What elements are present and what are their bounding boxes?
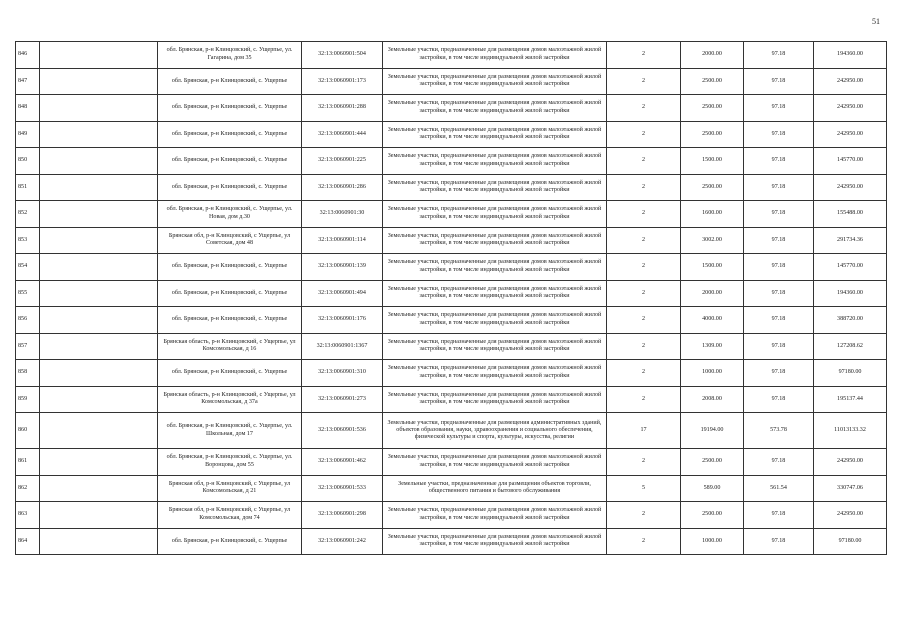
rate-cell: 97.18 xyxy=(744,201,814,228)
rate-cell: 561.54 xyxy=(744,475,814,502)
area-cell: 2500.00 xyxy=(681,95,744,122)
area-cell: 2500.00 xyxy=(681,174,744,201)
blank-cell xyxy=(40,307,158,334)
rate-cell: 97.18 xyxy=(744,95,814,122)
blank-cell xyxy=(40,280,158,307)
use-group-code-cell: 2 xyxy=(607,386,681,413)
rate-cell: 97.18 xyxy=(744,227,814,254)
cadastral-number-cell: 32:13:0060901:533 xyxy=(302,475,383,502)
rate-cell: 97.18 xyxy=(744,449,814,476)
blank-cell xyxy=(40,254,158,281)
area-cell: 2500.00 xyxy=(681,68,744,95)
rate-cell: 97.18 xyxy=(744,502,814,529)
cadastral-value-cell: 330747.06 xyxy=(814,475,887,502)
area-cell: 2500.00 xyxy=(681,449,744,476)
cadastral-value-cell: 388720.00 xyxy=(814,307,887,334)
table-row xyxy=(16,413,887,449)
land-use-cell: Земельные участки, предназначенные для размещения домов малоэтажной жилой застройки, в том числе индивидуальной жилой застройки xyxy=(383,502,607,529)
row-number-cell: 856 xyxy=(16,307,40,334)
cadastral-value-cell: 194360.00 xyxy=(814,42,887,69)
cadastral-value-cell: 242950.00 xyxy=(814,449,887,476)
table-row xyxy=(16,449,887,476)
land-registry-table xyxy=(15,41,887,555)
rate-cell: 97.18 xyxy=(744,528,814,555)
land-use-cell: Земельные участки, предназначенные для размещения домов малоэтажной жилой застройки, в том числе индивидуальной жилой застройки xyxy=(383,254,607,281)
use-group-code-cell: 2 xyxy=(607,502,681,529)
area-cell: 2500.00 xyxy=(681,502,744,529)
cadastral-number-cell: 32:13:0060901:298 xyxy=(302,502,383,529)
cadastral-number-cell: 32:13:0060901:139 xyxy=(302,254,383,281)
rate-cell: 97.18 xyxy=(744,386,814,413)
blank-cell xyxy=(40,201,158,228)
rate-cell: 573.78 xyxy=(744,413,814,449)
table-row xyxy=(16,475,887,502)
cadastral-number-cell: 32:13:0060901:288 xyxy=(302,95,383,122)
blank-cell xyxy=(40,121,158,148)
area-cell: 589.00 xyxy=(681,475,744,502)
use-group-code-cell: 2 xyxy=(607,148,681,175)
rate-cell: 97.18 xyxy=(744,68,814,95)
address-cell: обл. Брянская, р-н Клинцовский, с. Ущерпье xyxy=(158,148,302,175)
area-cell: 2500.00 xyxy=(681,121,744,148)
land-use-cell: Земельные участки, предназначенные для размещения домов малоэтажной жилой застройки, в том числе индивидуальной жилой застройки xyxy=(383,449,607,476)
rate-cell: 97.18 xyxy=(744,254,814,281)
page-number: 51 xyxy=(872,17,880,26)
land-use-cell: Земельные участки, предназначенные для размещения административных зданий, объектов образования, науки, здравоохранения и социального обеспечения, физической культуры и спорта, культуры, искусства, религии xyxy=(383,413,607,449)
row-number-cell: 846 xyxy=(16,42,40,69)
table-row xyxy=(16,254,887,281)
area-cell: 1000.00 xyxy=(681,528,744,555)
cadastral-number-cell: 32:13:0060901:462 xyxy=(302,449,383,476)
use-group-code-cell: 2 xyxy=(607,254,681,281)
area-cell: 4000.00 xyxy=(681,307,744,334)
area-cell: 19194.00 xyxy=(681,413,744,449)
address-cell: обл. Брянская, р-н Клинцовский, с. Ущерпье, ул. Гагарина, дом 35 xyxy=(158,42,302,69)
use-group-code-cell: 2 xyxy=(607,174,681,201)
land-use-cell: Земельные участки, предназначенные для размещения домов малоэтажной жилой застройки, в том числе индивидуальной жилой застройки xyxy=(383,68,607,95)
address-cell: обл. Брянская, р-н Клинцовский, с. Ущерпье xyxy=(158,254,302,281)
cadastral-value-cell: 242950.00 xyxy=(814,68,887,95)
rate-cell: 97.18 xyxy=(744,174,814,201)
blank-cell xyxy=(40,360,158,387)
rate-cell: 97.18 xyxy=(744,148,814,175)
area-cell: 3002.00 xyxy=(681,227,744,254)
land-use-cell: Земельные участки, предназначенные для размещения домов малоэтажной жилой застройки, в том числе индивидуальной жилой застройки xyxy=(383,201,607,228)
use-group-code-cell: 2 xyxy=(607,307,681,334)
table-row xyxy=(16,42,887,69)
address-cell: обл. Брянская, р-н Клинцовский, с. Ущерпье xyxy=(158,121,302,148)
row-number-cell: 857 xyxy=(16,333,40,360)
table-row xyxy=(16,502,887,529)
area-cell: 2000.00 xyxy=(681,42,744,69)
use-group-code-cell: 2 xyxy=(607,528,681,555)
table-row xyxy=(16,280,887,307)
cadastral-value-cell: 97180.00 xyxy=(814,360,887,387)
address-cell: Брянская обл, р-н Клинцовский, с Ущерпье, ул Советская, дом 48 xyxy=(158,227,302,254)
area-cell: 1500.00 xyxy=(681,254,744,281)
row-number-cell: 850 xyxy=(16,148,40,175)
land-use-cell: Земельные участки, предназначенные для размещения домов малоэтажной жилой застройки, в том числе индивидуальной жилой застройки xyxy=(383,174,607,201)
use-group-code-cell: 17 xyxy=(607,413,681,449)
cadastral-number-cell: 32:13:0060901:114 xyxy=(302,227,383,254)
row-number-cell: 864 xyxy=(16,528,40,555)
area-cell: 2000.00 xyxy=(681,280,744,307)
land-use-cell: Земельные участки, предназначенные для размещения домов малоэтажной жилой застройки, в том числе индивидуальной жилой застройки xyxy=(383,386,607,413)
blank-cell xyxy=(40,475,158,502)
blank-cell xyxy=(40,42,158,69)
use-group-code-cell: 2 xyxy=(607,95,681,122)
use-group-code-cell: 2 xyxy=(607,42,681,69)
blank-cell xyxy=(40,502,158,529)
table-body xyxy=(16,42,887,555)
blank-cell xyxy=(40,68,158,95)
cadastral-value-cell: 155488.00 xyxy=(814,201,887,228)
row-number-cell: 852 xyxy=(16,201,40,228)
table-row xyxy=(16,307,887,334)
cadastral-number-cell: 32:13:0060901:286 xyxy=(302,174,383,201)
row-number-cell: 848 xyxy=(16,95,40,122)
cadastral-value-cell: 242950.00 xyxy=(814,174,887,201)
land-use-cell: Земельные участки, предназначенные для размещения домов малоэтажной жилой застройки, в том числе индивидуальной жилой застройки xyxy=(383,333,607,360)
rate-cell: 97.18 xyxy=(744,360,814,387)
table-row xyxy=(16,174,887,201)
land-use-cell: Земельные участки, предназначенные для размещения домов малоэтажной жилой застройки, в том числе индивидуальной жилой застройки xyxy=(383,121,607,148)
blank-cell xyxy=(40,95,158,122)
address-cell: обл. Брянская, р-н Клинцовский, с. Ущерпье xyxy=(158,307,302,334)
cadastral-value-cell: 242950.00 xyxy=(814,502,887,529)
use-group-code-cell: 2 xyxy=(607,333,681,360)
cadastral-value-cell: 127208.62 xyxy=(814,333,887,360)
rate-cell: 97.18 xyxy=(744,280,814,307)
cadastral-number-cell: 32:13:0060901:242 xyxy=(302,528,383,555)
land-use-cell: Земельные участки, предназначенные для размещения объектов торговли, общественного питания и бытового обслуживания xyxy=(383,475,607,502)
land-use-cell: Земельные участки, предназначенные для размещения домов малоэтажной жилой застройки, в том числе индивидуальной жилой застройки xyxy=(383,227,607,254)
cadastral-number-cell: 32:13:0060901:273 xyxy=(302,386,383,413)
cadastral-number-cell: 32:13:0060901:504 xyxy=(302,42,383,69)
row-number-cell: 861 xyxy=(16,449,40,476)
row-number-cell: 858 xyxy=(16,360,40,387)
rate-cell: 97.18 xyxy=(744,121,814,148)
land-use-cell: Земельные участки, предназначенные для размещения домов малоэтажной жилой застройки, в том числе индивидуальной жилой застройки xyxy=(383,280,607,307)
cadastral-value-cell: 145770.00 xyxy=(814,254,887,281)
cadastral-number-cell: 32:13:0060901:444 xyxy=(302,121,383,148)
row-number-cell: 863 xyxy=(16,502,40,529)
address-cell: обл. Брянская, р-н Клинцовский, с. Ущерпье xyxy=(158,68,302,95)
cadastral-value-cell: 242950.00 xyxy=(814,121,887,148)
address-cell: обл. Брянская, р-н Клинцовский, с. Ущерпье, ул. Воронцова, дом 55 xyxy=(158,449,302,476)
use-group-code-cell: 2 xyxy=(607,201,681,228)
cadastral-value-cell: 195137.44 xyxy=(814,386,887,413)
address-cell: обл. Брянская, р-н Клинцовский, с. Ущерпье xyxy=(158,174,302,201)
use-group-code-cell: 2 xyxy=(607,227,681,254)
blank-cell xyxy=(40,148,158,175)
cadastral-number-cell: 32:13:0060901:30 xyxy=(302,201,383,228)
cadastral-value-cell: 145770.00 xyxy=(814,148,887,175)
table-row xyxy=(16,68,887,95)
cadastral-value-cell: 194360.00 xyxy=(814,280,887,307)
use-group-code-cell: 2 xyxy=(607,449,681,476)
table-row xyxy=(16,201,887,228)
cadastral-value-cell: 291734.36 xyxy=(814,227,887,254)
cadastral-number-cell: 32:13:0060901:310 xyxy=(302,360,383,387)
area-cell: 1600.00 xyxy=(681,201,744,228)
blank-cell xyxy=(40,528,158,555)
address-cell: обл. Брянская, р-н Клинцовский, с. Ущерпье xyxy=(158,360,302,387)
cadastral-value-cell: 242950.00 xyxy=(814,95,887,122)
row-number-cell: 862 xyxy=(16,475,40,502)
rate-cell: 97.18 xyxy=(744,307,814,334)
land-use-cell: Земельные участки, предназначенные для размещения домов малоэтажной жилой застройки, в том числе индивидуальной жилой застройки xyxy=(383,360,607,387)
cadastral-number-cell: 32:13:0060901:1367 xyxy=(302,333,383,360)
land-use-cell: Земельные участки, предназначенные для размещения домов малоэтажной жилой застройки, в том числе индивидуальной жилой застройки xyxy=(383,528,607,555)
area-cell: 2008.00 xyxy=(681,386,744,413)
use-group-code-cell: 2 xyxy=(607,360,681,387)
cadastral-number-cell: 32:13:0060901:173 xyxy=(302,68,383,95)
row-number-cell: 853 xyxy=(16,227,40,254)
address-cell: Брянская область, р-н Клинцовский, с Ущерпье, ул Комсомольская, д 37а xyxy=(158,386,302,413)
table-row xyxy=(16,95,887,122)
blank-cell xyxy=(40,227,158,254)
cadastral-number-cell: 32:13:0060901:494 xyxy=(302,280,383,307)
address-cell: Брянская область, р-н Клинцовский, с Ущерпье, ул Комсомольская, д 16 xyxy=(158,333,302,360)
use-group-code-cell: 5 xyxy=(607,475,681,502)
address-cell: обл. Брянская, р-н Клинцовский, с. Ущерпье, ул. Школьная, дом 17 xyxy=(158,413,302,449)
row-number-cell: 854 xyxy=(16,254,40,281)
cadastral-value-cell: 97180.00 xyxy=(814,528,887,555)
use-group-code-cell: 2 xyxy=(607,280,681,307)
cadastral-number-cell: 32:13:0060901:225 xyxy=(302,148,383,175)
table-row xyxy=(16,528,887,555)
land-use-cell: Земельные участки, предназначенные для размещения домов малоэтажной жилой застройки, в том числе индивидуальной жилой застройки xyxy=(383,307,607,334)
row-number-cell: 855 xyxy=(16,280,40,307)
table-row xyxy=(16,333,887,360)
land-use-cell: Земельные участки, предназначенные для размещения домов малоэтажной жилой застройки, в том числе индивидуальной жилой застройки xyxy=(383,148,607,175)
row-number-cell: 849 xyxy=(16,121,40,148)
address-cell: обл. Брянская, р-н Клинцовский, с. Ущерпье xyxy=(158,95,302,122)
blank-cell xyxy=(40,174,158,201)
address-cell: Брянская обл, р-н Клинцовский, с Ущерпье, ул Комсомольская, д 21 xyxy=(158,475,302,502)
land-use-cell: Земельные участки, предназначенные для размещения домов малоэтажной жилой застройки, в том числе индивидуальной жилой застройки xyxy=(383,42,607,69)
row-number-cell: 859 xyxy=(16,386,40,413)
use-group-code-cell: 2 xyxy=(607,121,681,148)
cadastral-number-cell: 32:13:0060901:176 xyxy=(302,307,383,334)
rate-cell: 97.18 xyxy=(744,42,814,69)
blank-cell xyxy=(40,449,158,476)
area-cell: 1500.00 xyxy=(681,148,744,175)
table-row xyxy=(16,227,887,254)
table-row xyxy=(16,148,887,175)
area-cell: 1309.00 xyxy=(681,333,744,360)
address-cell: обл. Брянская, р-н Клинцовский, с. Ущерпье xyxy=(158,528,302,555)
blank-cell xyxy=(40,413,158,449)
table-row xyxy=(16,386,887,413)
table-row xyxy=(16,121,887,148)
row-number-cell: 847 xyxy=(16,68,40,95)
table-row xyxy=(16,360,887,387)
blank-cell xyxy=(40,386,158,413)
row-number-cell: 860 xyxy=(16,413,40,449)
cadastral-value-cell: 11013133.32 xyxy=(814,413,887,449)
blank-cell xyxy=(40,333,158,360)
row-number-cell: 851 xyxy=(16,174,40,201)
address-cell: обл. Брянская, р-н Клинцовский, с. Ущерпье, ул. Новая, дом д.30 xyxy=(158,201,302,228)
area-cell: 1000.00 xyxy=(681,360,744,387)
cadastral-number-cell: 32:13:0060901:536 xyxy=(302,413,383,449)
address-cell: Брянская обл, р-н Клинцовский, с Ущерпье, ул Комсомольская, дом 74 xyxy=(158,502,302,529)
land-use-cell: Земельные участки, предназначенные для размещения домов малоэтажной жилой застройки, в том числе индивидуальной жилой застройки xyxy=(383,95,607,122)
address-cell: обл. Брянская, р-н Клинцовский, с. Ущерпье xyxy=(158,280,302,307)
rate-cell: 97.18 xyxy=(744,333,814,360)
use-group-code-cell: 2 xyxy=(607,68,681,95)
